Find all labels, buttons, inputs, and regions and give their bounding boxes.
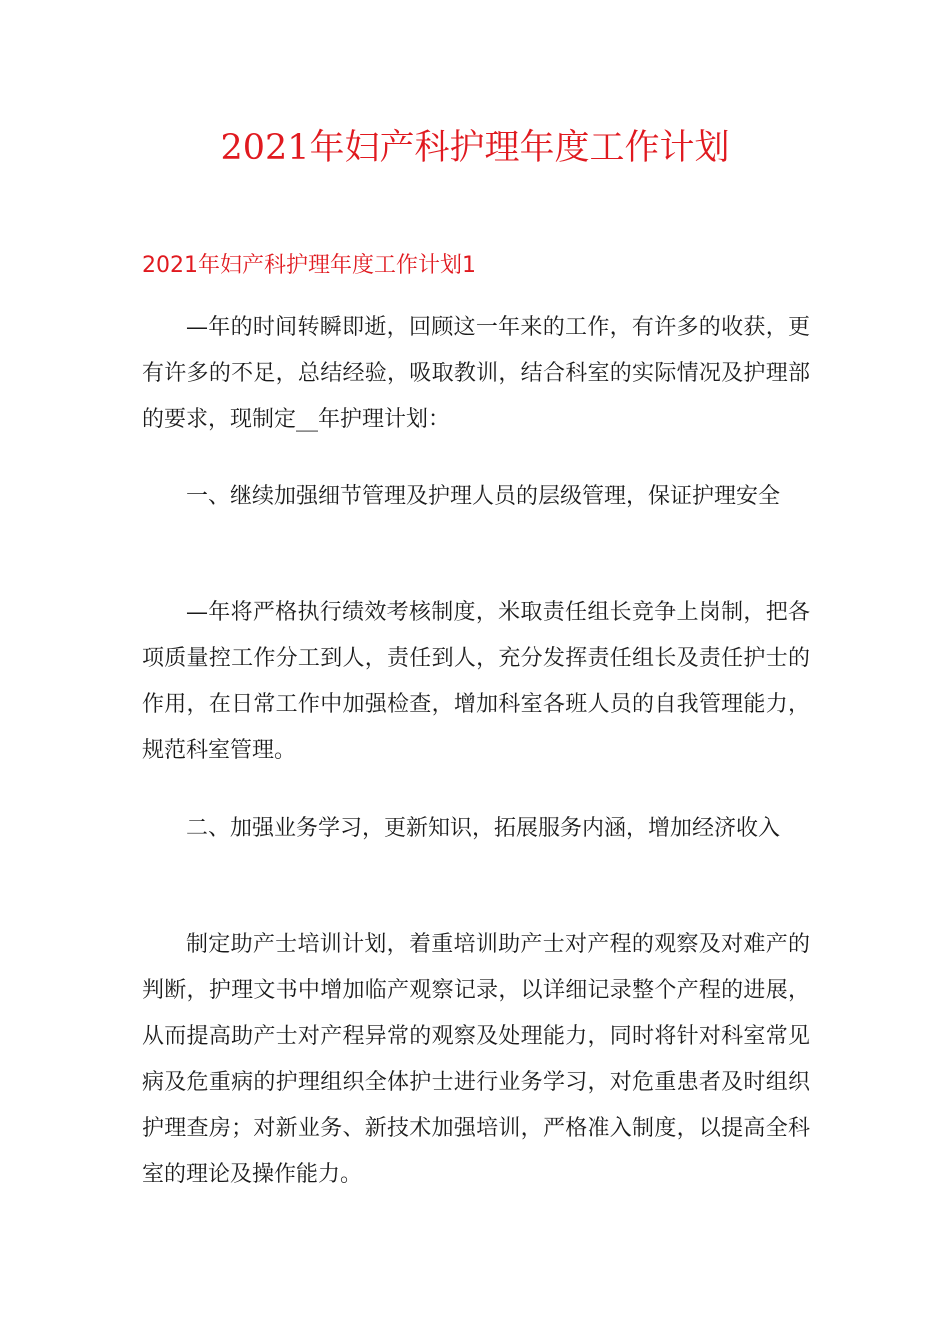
paragraph-item-two-heading: 二、加强业务学习，更新知识，拓展服务内涵，增加经济收入: [186, 816, 781, 841]
paragraph-intro: —年的时间转瞬即逝，回顾这一年来的工作，有许多的收获，更有许多的不足，总结经验，吸取教训，结合科室的实际情况及护理部的要求，现制定__年护理计划：: [142, 315, 810, 432]
document-title: 2021年妇产科护理年度工作计划: [220, 128, 730, 168]
paragraph-item-two-body: 制定助产士培训计划，着重培训助产士对产程的观察及对难产的判断，护理文书中增加临产观察记录，以详细记录整个产程的进展，从而提高助产士对产程异常的观察及处理能力，同时将针对科室常见病及危重病的护理组织全体护士进行业务学习，对危重患者及时组织护理查房；对新业务、新技术加强培训，严格准入制度，以提高全科室的理论及操作能力。: [142, 932, 810, 1187]
section-heading: 2021年妇产科护理年度工作计划1: [142, 253, 476, 278]
paragraph-item-one-body: —年将严格执行绩效考核制度，米取责任组长竞争上岗制，把各项质量控工作分工到人，责任到人，充分发挥责任组长及责任护士的作用，在日常工作中加强检查，增加科室各班人员的自我管理能力，规范科室管理。: [142, 600, 810, 763]
paragraph-item-one-heading: 一、继续加强细节管理及护理人员的层级管理，保证护理安全: [186, 484, 781, 509]
